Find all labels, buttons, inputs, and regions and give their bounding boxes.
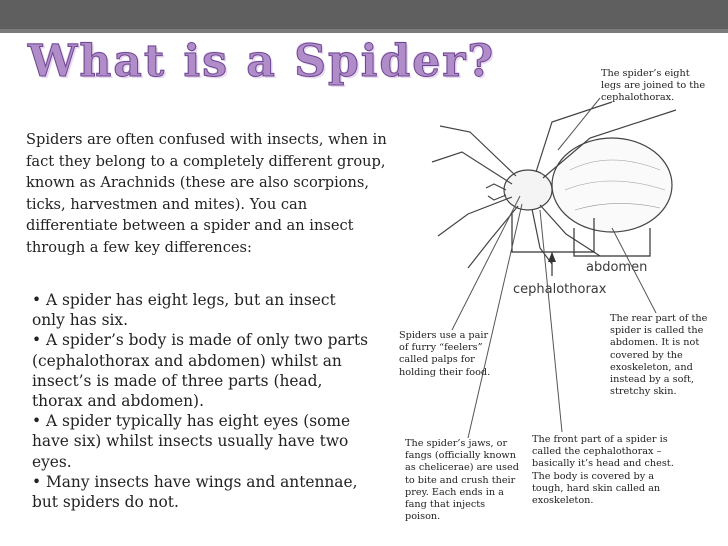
list-item: • A spider’s body is made of only two parts (cephalothorax and abdomen) whilst an insect’s is made of three parts (head, thorax and abdomen). xyxy=(32,331,369,411)
pointer-jaws xyxy=(468,204,522,438)
cephalothorax-note: The front part of a spider is called the cephalothorax – basically it’s head and chest. The body is covered by a tough, hard skin called an exoskeleton. xyxy=(532,434,674,507)
spider-palp xyxy=(488,195,506,200)
slide-title: What is a Spider? xyxy=(28,36,496,87)
spider-leg xyxy=(532,209,552,264)
spider-illustration xyxy=(432,102,676,268)
list-item: • A spider typically has eight eyes (some have six) whilst insects usually have two eyes. xyxy=(32,412,351,471)
cephalothorax-label: cephalothorax xyxy=(513,282,607,297)
spider-leg xyxy=(432,152,512,184)
intro-paragraph: Spiders are often confused with insects, when in fact they belong to a completely different group, known as Arachnids (these are also scorpions, ticks, harvestmen and mites). You can differentiate between a spider and an insect through a few key differences: xyxy=(26,131,387,256)
list-item: • A spider has eight legs, but an insect only has six. xyxy=(32,291,336,330)
pointer-palps xyxy=(452,196,520,330)
legs-note: The spider’s eight legs are joined to the cephalothorax. xyxy=(601,68,706,104)
palps-note: Spiders use a pair of furry “feelers” called palps for holding their food. xyxy=(399,330,491,378)
arrow-head xyxy=(548,252,556,262)
spider-leg xyxy=(440,126,516,176)
spider-palp xyxy=(486,184,506,190)
spider-leg xyxy=(438,197,512,236)
pointer-cephalothorax xyxy=(540,210,562,432)
list-item: • Many insects have wings and antennae, but spiders do not. xyxy=(32,472,358,512)
abdomen-label: abdomen xyxy=(586,260,648,275)
abdomen-note: The rear part of the spider is called the abdomen. It is not covered by the exoskeleton, and instead by a soft, stretchy skin. xyxy=(610,313,708,398)
spider-abdomen xyxy=(552,138,672,232)
jaws-note: The spider’s jaws, or fangs (officially known as chelicerae) are used to bite and crush their prey. Each ends in a fang that injects poison. xyxy=(405,438,519,523)
